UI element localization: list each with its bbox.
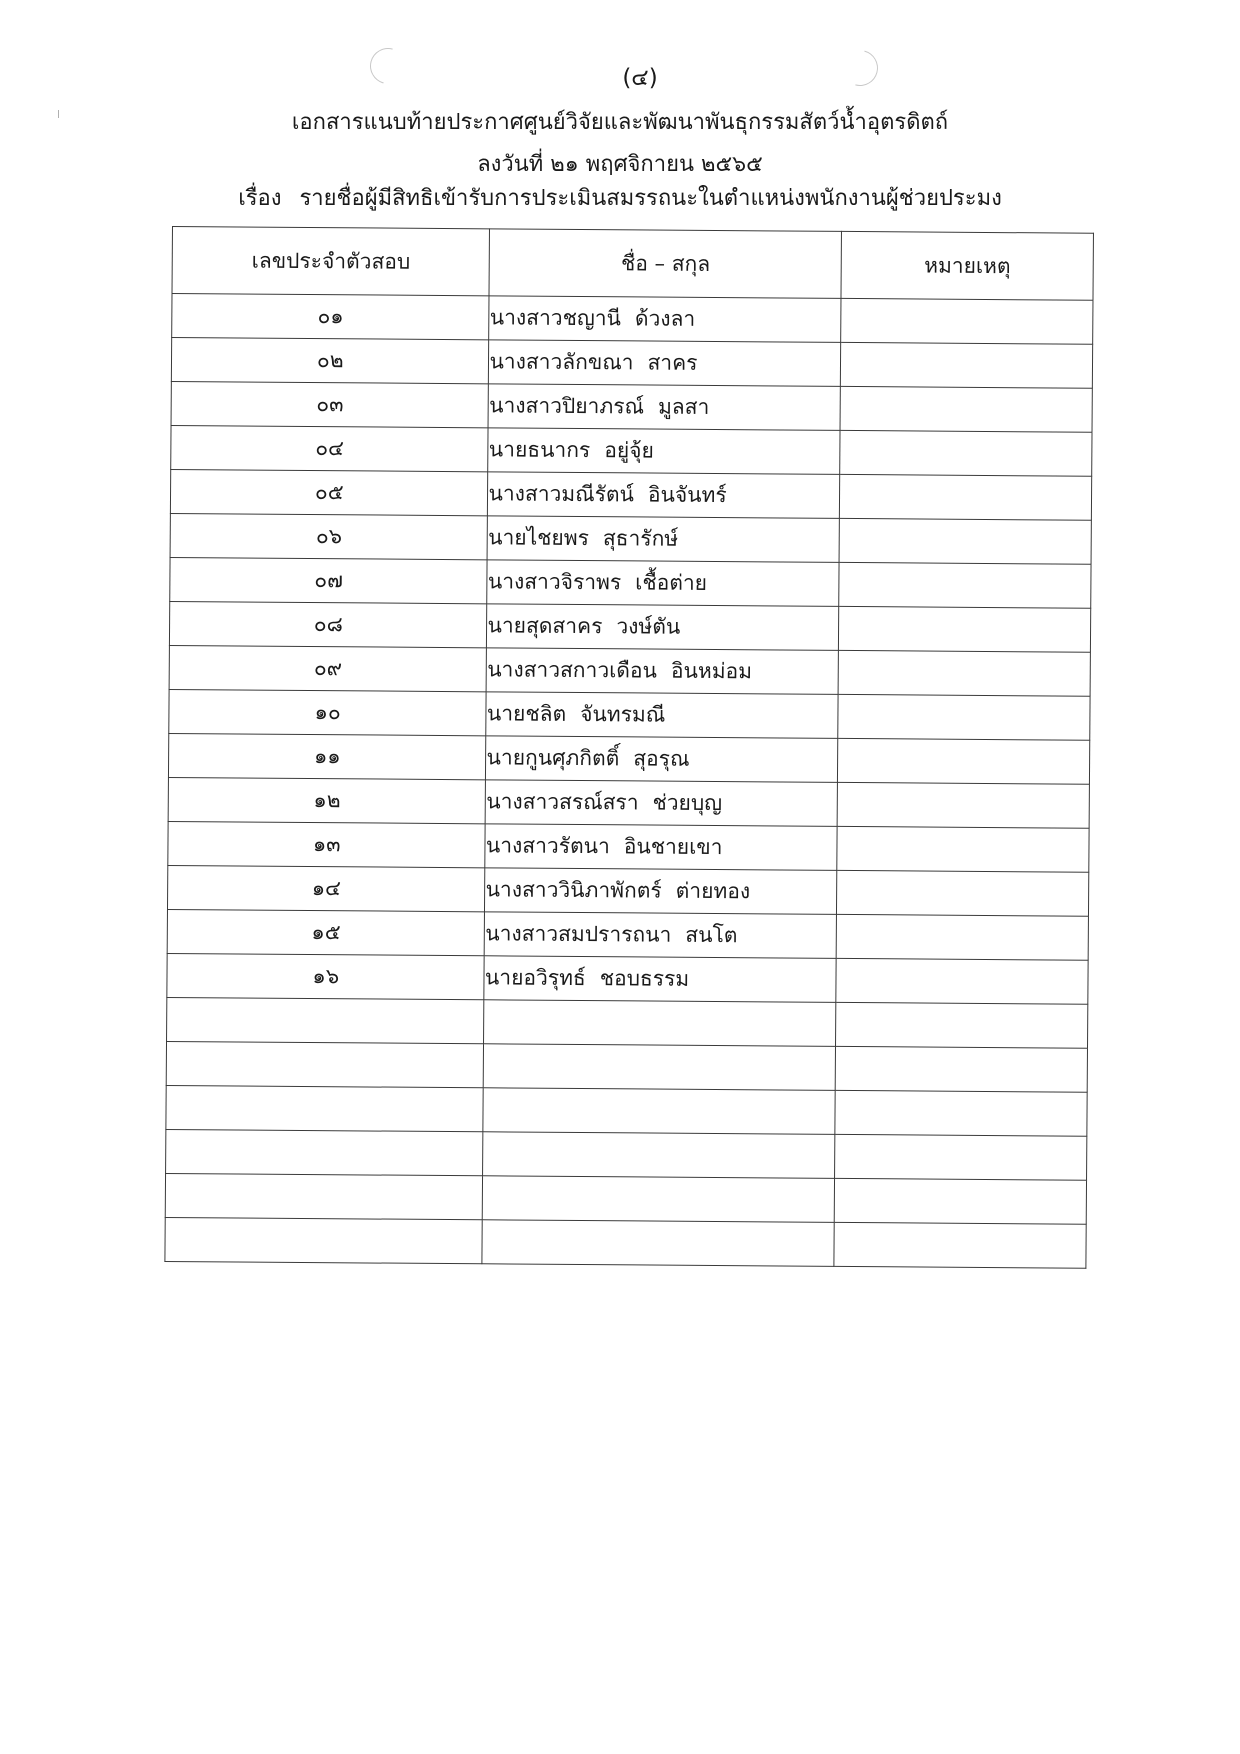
given-name: นางสาวมณีรัตน์ xyxy=(488,481,635,507)
table-row xyxy=(172,294,1093,345)
full-name-cell xyxy=(488,472,840,519)
exam-id-cell: ๐๓ xyxy=(171,381,489,427)
table-header-row xyxy=(172,227,1093,301)
remarks-cell xyxy=(837,826,1089,872)
family-name: สนโต xyxy=(685,922,738,948)
full-name-cell xyxy=(487,648,839,695)
exam-id-cell xyxy=(166,1085,484,1131)
full-name-cell xyxy=(483,1132,835,1179)
family-name: อินหม่อม xyxy=(670,658,753,684)
given-name: นางสาวชญานี xyxy=(489,305,622,331)
table-row xyxy=(166,1129,1087,1180)
table-row xyxy=(170,513,1091,564)
remarks-cell xyxy=(837,782,1089,828)
family-name: อินชายเขา xyxy=(623,834,723,860)
full-name-cell xyxy=(486,692,838,739)
family-name: สุธารักษ์ xyxy=(602,526,679,551)
full-name-cell xyxy=(488,516,840,563)
full-name-cell xyxy=(484,1044,836,1091)
exam-id-cell: ๑๑ xyxy=(168,733,486,779)
subject-text: รายชื่อผู้มีสิทธิเข้ารับการประเมินสมรรถนะในตำแหน่งพนักงานผู้ช่วยประมง xyxy=(299,186,1002,211)
table-row xyxy=(166,1085,1087,1136)
family-name: ด้วงลา xyxy=(634,306,696,331)
remarks-cell xyxy=(837,870,1089,916)
given-name: นางสาวปิยาภรณ์ xyxy=(489,393,645,419)
given-name: นางสาวรัตนา xyxy=(485,833,610,859)
full-name-cell xyxy=(485,912,837,959)
full-name-cell xyxy=(484,956,836,1003)
exam-id-cell xyxy=(165,1217,483,1263)
exam-id-cell: ๐๗ xyxy=(170,557,488,603)
header-exam-id: เลขประจำตัวสอบ xyxy=(172,227,490,296)
remarks-cell xyxy=(836,958,1088,1004)
given-name: นางสาวจิราพร xyxy=(487,569,622,595)
table-row xyxy=(170,557,1091,608)
table-row xyxy=(168,821,1089,872)
given-name: นางสาววินิภาพักตร์ xyxy=(485,877,662,903)
table-row xyxy=(170,469,1091,520)
family-name: จันทรมณี xyxy=(580,702,666,727)
exam-id-cell: ๐๒ xyxy=(171,338,489,384)
given-name: นางสาวสรณ์สรา xyxy=(486,789,639,815)
remarks-cell xyxy=(835,1178,1087,1224)
table-row xyxy=(167,865,1088,916)
remarks-cell xyxy=(840,474,1092,520)
given-name: นายสุดสาคร xyxy=(487,613,603,639)
table-row xyxy=(167,997,1088,1048)
document-subject xyxy=(0,180,1240,215)
header-full-name: ชื่อ – สกุล xyxy=(489,229,841,299)
remarks-cell xyxy=(840,430,1092,476)
remarks-cell xyxy=(839,606,1091,652)
full-name-cell xyxy=(487,560,839,607)
table-row xyxy=(165,1173,1086,1224)
table-row xyxy=(166,1041,1087,1092)
subject-label: เรื่อง xyxy=(238,186,282,211)
document-date: ลงวันที่ ๒๑ พฤศจิกายน ๒๕๖๕ xyxy=(477,152,763,177)
table-row xyxy=(171,425,1092,476)
exam-id-cell xyxy=(166,1129,484,1175)
full-name-cell xyxy=(486,780,838,827)
given-name: นายกูนศุภกิตติ์ xyxy=(486,745,620,771)
family-name: วงษ์ตัน xyxy=(616,614,681,639)
remarks-cell xyxy=(839,562,1091,608)
family-name: ช่วยบุญ xyxy=(652,790,723,816)
exam-id-cell: ๐๔ xyxy=(171,425,489,471)
given-name: นางสาวลักขณา xyxy=(489,349,634,375)
table-row xyxy=(167,953,1088,1004)
exam-id-cell: ๑๒ xyxy=(168,777,486,823)
exam-id-cell: ๐๕ xyxy=(170,469,488,515)
family-name: มูลสา xyxy=(657,394,710,419)
full-name-cell xyxy=(489,340,841,387)
remarks-cell xyxy=(836,1002,1088,1048)
family-name: เชื้อต่าย xyxy=(635,570,708,595)
full-name-cell xyxy=(485,868,837,915)
family-name: อยู่จุ้ย xyxy=(604,438,654,463)
table-row xyxy=(169,645,1090,696)
full-name-cell xyxy=(489,296,841,343)
exam-id-cell: ๐๘ xyxy=(169,601,487,647)
exam-id-cell: ๐๑ xyxy=(172,294,490,340)
exam-id-cell: ๑๔ xyxy=(167,865,485,911)
full-name-cell xyxy=(488,428,840,475)
family-name: อินจันทร์ xyxy=(647,482,727,508)
page-number: (๔) xyxy=(622,65,658,91)
remarks-cell xyxy=(835,1134,1087,1180)
exam-id-cell: ๐๙ xyxy=(169,645,487,691)
remarks-cell xyxy=(840,386,1092,432)
remarks-cell xyxy=(835,1046,1087,1092)
document-title: เอกสารแนบท้ายประกาศศูนย์วิจัยและพัฒนาพันธุกรรมสัตว์น้ำอุตรดิตถ์ xyxy=(291,110,949,135)
family-name: ชอบธรรม xyxy=(599,966,690,991)
given-name: นายชลิต xyxy=(486,701,567,726)
exam-id-cell xyxy=(166,1041,484,1087)
remarks-cell xyxy=(841,298,1093,344)
exam-id-cell: ๑๕ xyxy=(167,909,485,955)
table-row xyxy=(167,909,1088,960)
table-row xyxy=(165,1217,1086,1268)
family-name: ต่ายทอง xyxy=(675,878,751,904)
exam-id-cell xyxy=(167,997,485,1043)
full-name-cell xyxy=(486,736,838,783)
table-row xyxy=(169,601,1090,652)
remarks-cell xyxy=(838,738,1090,784)
table-row xyxy=(171,338,1092,389)
given-name: นางสาวสมปรารถนา xyxy=(485,921,672,947)
exam-id-cell: ๑๓ xyxy=(168,821,486,867)
given-name: นายไชยพร xyxy=(488,525,589,551)
remarks-cell xyxy=(839,518,1091,564)
table-row xyxy=(169,689,1090,740)
exam-id-cell: ๑๐ xyxy=(169,689,487,735)
given-name: นายธนากร xyxy=(488,437,591,463)
full-name-cell xyxy=(483,1088,835,1135)
full-name-cell xyxy=(482,1220,834,1267)
remarks-cell xyxy=(835,1090,1087,1136)
candidate-table xyxy=(164,226,1094,1269)
exam-id-cell xyxy=(165,1173,483,1219)
full-name-cell xyxy=(487,604,839,651)
full-name-cell xyxy=(485,824,837,871)
remarks-cell xyxy=(841,342,1093,388)
remarks-cell xyxy=(838,650,1090,696)
family-name: สุอรุณ xyxy=(633,746,690,771)
full-name-cell xyxy=(489,384,841,431)
remarks-cell xyxy=(836,914,1088,960)
remarks-cell xyxy=(834,1222,1086,1268)
table-row xyxy=(168,733,1089,784)
given-name: นางสาวสกาวเดือน xyxy=(487,657,658,683)
header-remarks: หมายเหตุ xyxy=(841,231,1093,300)
exam-id-cell: ๐๖ xyxy=(170,513,488,559)
table-row xyxy=(171,381,1092,432)
family-name: สาคร xyxy=(647,350,698,375)
table-row xyxy=(168,777,1089,828)
exam-id-cell: ๑๖ xyxy=(167,953,485,999)
full-name-cell xyxy=(484,1000,836,1047)
given-name: นายอวิรุทธ์ xyxy=(484,965,586,991)
full-name-cell xyxy=(483,1176,835,1223)
remarks-cell xyxy=(838,694,1090,740)
